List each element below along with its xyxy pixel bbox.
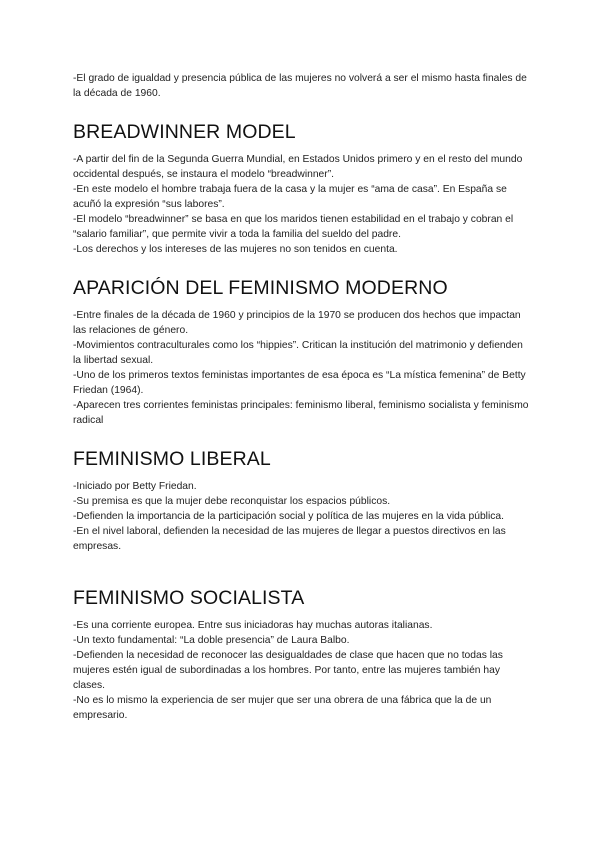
section-paragraph: -Movimientos contraculturales como los “hippies”. Critican la institución del matrimonio y defienden la libertad sexual. (73, 340, 523, 366)
section-paragraph: -No es lo mismo la experiencia de ser mujer que ser una obrera de una fábrica que la de un empresario. (73, 695, 492, 721)
section-breadwinner-model (73, 120, 533, 257)
section-paragraph: -Un texto fundamental: “La doble presencia” de Laura Balbo. (73, 635, 350, 646)
section-paragraph: -Iniciado por Betty Friedan. (73, 481, 197, 492)
section-paragraph: -En el nivel laboral, defienden la necesidad de las mujeres de llegar a puestos directivos en las empresas. (73, 526, 506, 552)
section-aparicion-feminismo-moderno (73, 276, 533, 428)
section-paragraph: -Su premisa es que la mujer debe reconquistar los espacios públicos. (73, 496, 391, 507)
section-heading: FEMINISMO SOCIALISTA (73, 587, 305, 609)
section-heading: BREADWINNER MODEL (73, 121, 296, 143)
section-heading: APARICIÓN DEL FEMINISMO MODERNO (73, 277, 448, 299)
section-paragraph: -A partir del fin de la Segunda Guerra Mundial, en Estados Unidos primero y en el resto del mundo occidental después, se instaura el modelo “breadwinner”. (73, 154, 523, 180)
intro-paragraph: -El grado de igualdad y presencia pública de las mujeres no volverá a ser el mismo hasta finales de la década de 1960. (73, 73, 527, 99)
section-paragraph: -Es una corriente europea. Entre sus iniciadoras hay muchas autoras italianas. (73, 620, 433, 631)
section-paragraph: -Entre finales de la década de 1960 y principios de la 1970 se producen dos hechos que impactan las relaciones de género. (73, 310, 521, 336)
section-feminismo-socialista (73, 586, 533, 723)
section-paragraph: -Uno de los primeros textos feministas importantes de esa época es “La mística femenina” de Betty Friedan (1964). (73, 370, 526, 396)
section-heading: FEMINISMO LIBERAL (73, 448, 271, 470)
section-paragraph: -El modelo “breadwinner” se basa en que los maridos tienen estabilidad en el trabajo y cobran el “salario familiar”, que permite vivir a toda la familia del sueldo del padre. (73, 214, 514, 240)
section-paragraph: -Aparecen tres corrientes feministas principales: feminismo liberal, feminismo socialista y feminismo radical (73, 400, 529, 426)
section-paragraph: -Los derechos y los intereses de las mujeres no son tenidos en cuenta. (73, 244, 398, 255)
section-paragraph: -Defienden la necesidad de reconocer las desigualdades de clase que hacen que no todas las mujeres estén igual de subordinadas a los hombres. Por tanto, entre las mujeres también hay clases. (73, 650, 503, 691)
section-paragraph: -Defienden la importancia de la participación social y política de las mujeres en la vida pública. (73, 511, 504, 522)
section-paragraph: -En este modelo el hombre trabaja fuera de la casa y la mujer es “ama de casa”. En España se acuñó la expresión “sus labores”. (73, 184, 507, 210)
section-feminismo-liberal (73, 447, 533, 554)
